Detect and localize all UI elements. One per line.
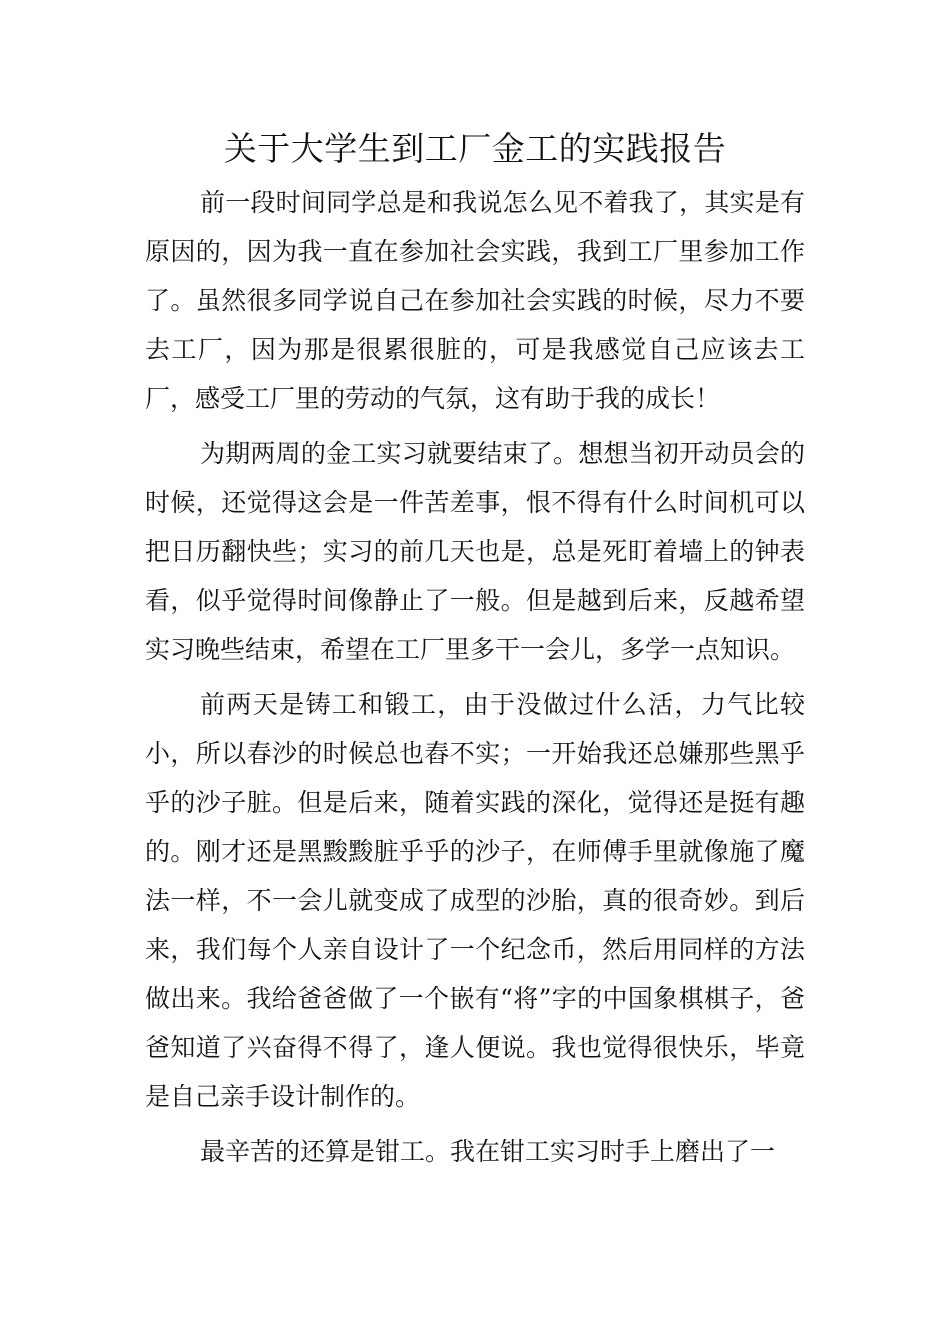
paragraph-1: 前一段时间同学总是和我说怎么见不着我了，其实是有原因的，因为我一直在参加社会实践，我到工厂里参加工作了。虽然很多同学说自己在参加社会实践的时候，尽力不要去工厂，因为那是很累很脏的，可是我感觉自己应该去工厂，感受工厂里的劳动的气氛，这有助于我的成长！ (145, 188, 805, 413)
paragraph-3: 前两天是铸工和锻工，由于没做过什么活，力气比较小，所以春沙的时候总也舂不实；一开始我还总嫌那些黑乎乎的沙子脏。但是后来，随着实践的深化，觉得还是挺有趣的。刚才还是黑黢黢脏乎乎的沙子，在师傅手里就像施了魔法一样，不一会儿就变成了成型的沙胎，真的很奇妙。到后来，我们每个人亲自设计了一个纪念币，然后用同样的方法做出来。我给爸爸做了一个嵌有“将”字的中国象棋棋子，爸爸知道了兴奋得不得了，逢人便说。我也觉得很快乐，毕竟是自己亲手设计制作的。 (145, 690, 805, 1111)
document-body (145, 178, 805, 1176)
document-title: 关于大学生到工厂金工的实践报告 (223, 129, 727, 168)
paragraph-4: 最辛苦的还算是钳工。我在钳工实习时手上磨出了一 (200, 1137, 776, 1166)
paragraph-2: 为期两周的金工实习就要结束了。想想当初开动员会的时候，还觉得这会是一件苦差事，恨不得有什么时间机可以把日历翻快些；实习的前几天也是，总是死盯着墙上的钟表看，似乎觉得时间像静止了一般。但是越到后来，反越希望实习晚些结束，希望在工厂里多干一会儿，多学一点知识。 (145, 439, 805, 664)
